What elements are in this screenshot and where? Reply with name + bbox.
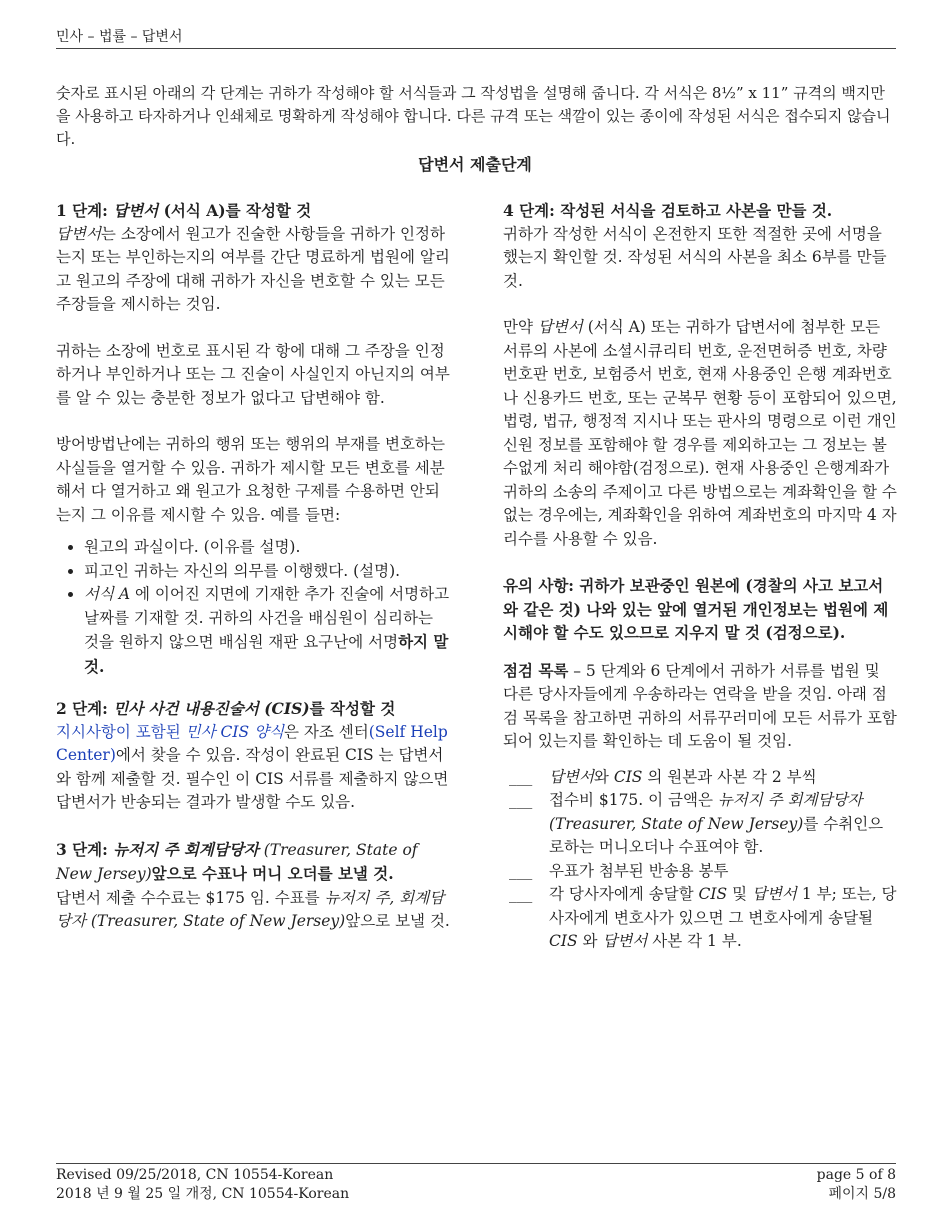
step-2-text-b: 에서 찾을 수 있음. 작성이 완료된 CIS 는 답변서와 함께 제출할 것. 필수인 이 CIS 서류를 제출하지 않으면 답변서가 반송되는 결과가 발생할 수도 있음. (56, 746, 449, 811)
step-2-paragraph (56, 721, 451, 815)
step-3-heading-text: 3 단계: (56, 839, 114, 859)
step-4-p2-c: (서식 A) 또는 귀하가 답변서에 첨부한 모든 서류의 사본에 소셜시큐리티 번호, 운전면허증 번호, 차량번호판 번호, 보험증서 번호, 현재 사용중인 은행 계좌번호나 신용카드 번호, 또는 군복무 현황 등이 포함되어 있으면, 법령, 법규, 행정적 지시나 또는 판사의 명령으로 이런 개인 신원 정보를 포함해야 할 경우를 제외하고는 그 정보는 볼 수없게 처리 해야함(검정으로). 현재 사용중인 은행계좌가 귀하의 소송의 주제이고 다른 방법으로는 계좌확인을 할 수 없는 경우에는, 계좌확인을 위하여 계좌번호의 마지막 4 자리수를 사용할 수 있음. (503, 318, 897, 548)
step-2-text-a: 은 자조 센터 (284, 722, 369, 741)
step-1-heading (56, 199, 451, 223)
caution-note: 유의 사항: 귀하가 보관중인 원본에 (경찰의 사고 보고서와 같은 것) 나와 있는 앞에 열거된 개인정보는 법원에 제시해야 할 수도 있으므로 지우지 말 것 (검정으로). (503, 576, 889, 642)
step-4-paragraph-2 (503, 316, 898, 551)
step-3-heading-payee: 뉴저지 주 회계담당자 (113, 839, 259, 859)
footer-revised-en: Revised 09/25/2018, CN 10554-Korean (56, 1167, 334, 1183)
check-blank: ___ (509, 767, 533, 786)
step-3-paragraph (56, 887, 451, 934)
header-title: 민사 – 법률 – 답변서 (56, 29, 183, 45)
item-1-cis: CIS (613, 767, 643, 786)
answer-term: 답변서 (537, 318, 583, 336)
checklist-item-4 (503, 883, 898, 954)
step-4-p2-a: 만약 (503, 318, 538, 336)
item-4-answer: 답변서 (751, 885, 797, 903)
checklist-item-2 (503, 789, 898, 860)
list-item: • 원고의 과실이다. (이유를 설명). (84, 536, 451, 560)
item-2-payee: 뉴저지 주 회계담당자 (Treasurer, State of New Jersey) (549, 791, 863, 833)
step-3-text-a: 답변서 제출 수수료는 $175 임. 수표를 (56, 888, 325, 907)
footer-revised-ko: 2018 년 9 월 25 일 개정, CN 10554-Korean (56, 1186, 350, 1202)
item-4-cis: CIS (698, 885, 728, 903)
step-4-section (503, 199, 898, 293)
step-2-heading (56, 697, 451, 721)
defense-examples-list (56, 536, 451, 679)
list-item (84, 583, 451, 679)
checklist-intro (503, 659, 898, 754)
step-1-section (56, 199, 451, 317)
item-4-a: 각 당사자에게 송달할 (549, 885, 699, 903)
check-blank: ___ (509, 885, 533, 903)
step-4-paragraph-1: 귀하가 작성한 서식이 온전한지 또한 적절한 곳에 서명을 했는지 확인할 것. 작성된 서식의 사본을 최소 6부를 만들 것. (503, 224, 887, 290)
item-4-cis-2: CIS (549, 932, 578, 950)
item-2-text-c: 를 수취인으로하는 머니오더나 수표여야 함. (549, 814, 884, 856)
bullet-3-emphasis: 하지 말 것. (84, 632, 449, 676)
step-4-heading: 4 단계: 작성된 서식을 검토하고 사본을 만들 것. (503, 201, 833, 220)
self-help-center-link[interactable]: (Self Help Center) (56, 722, 448, 764)
step-3-text-c: 앞으로 보낼 것. (345, 912, 450, 930)
item-4-g: 와 (577, 932, 603, 950)
bullet-3-text: 에 이어진 지면에 기재한 추가 진술에 서명하고 날짜를 기재할 것. 귀하의 사건을 배심원이 심리하는 것을 원하지 않으면 배심원 재판 요구난에 서명 (84, 585, 450, 651)
item-4-answer-2: 답변서 (602, 932, 648, 950)
step-3-heading (56, 838, 451, 887)
instructions-link[interactable]: 지시사항이 포함된 (56, 722, 186, 741)
check-blank: ___ (509, 861, 533, 880)
checklist-item-1 (503, 766, 898, 790)
checklist-label: 점검 목록 (503, 660, 569, 680)
step-3-payee: 뉴저지 주, 회계담당자 (Treasurer, State of New Jersey) (56, 888, 445, 930)
item-1-text-b: 와 (593, 767, 614, 786)
step-1-heading-text: 1 단계: (56, 201, 114, 220)
step-2-heading-form: 민사 사건 내용진술서 (CIS) (113, 699, 310, 718)
item-4-i: 사본 각 1 부. (647, 932, 742, 950)
step-1-paragraph-2: 귀하는 소장에 번호로 표시된 각 항에 대해 그 주장을 인정하거나 부인하거나 또는 그 진술이 사실인지 아닌지의 여부를 알 수 있는 충분한 정보가 없다고 답변해야 함. (56, 341, 450, 407)
item-3-text: 우표가 첨부된 반송용 봉투 (549, 861, 729, 880)
intro-paragraph: 숫자로 표시된 아래의 각 단계는 귀하가 작성해야 할 서식들과 그 작성법을 설명해 줍니다. 각 서식은 8½” x 11” 규격의 백지만을 사용하고 타자하거나 인쇄체로 명확하게 작성해야 합니다. 다른 규격 또는 색깔이 있는 종이에 작성된 서식은 접수되지 않습니다. (56, 84, 891, 148)
step-1-p1-text: 는 소장에서 원고가 진술한 사항들을 귀하가 인정하는지 또는 부인하는지의 여부를 간단 명료하게 법원에 알리고 원고의 주장에 대해 귀하가 자신을 변호할 수 있는 모든 주장들을 제시하는 것임. (56, 224, 450, 313)
page-footer (56, 1163, 896, 1204)
step-2-heading-rest: 를 작성할 것 (309, 699, 396, 718)
step-3-heading-rest: 앞으로 수표나 머니 오더를 보낼 것. (151, 864, 394, 883)
item-1-answer: 답변서 (549, 767, 594, 786)
step-1-paragraph-3: 방어방법난에는 귀하의 행위 또는 행위의 부재를 변호하는 사실들을 열거할 수 있음. 귀하가 제시할 모든 변호를 세분해서 다 열거하고 왜 원고가 요청한 구제를 수용하면 안되는지 그 이유를 제시할 수 있음. 예를 들면: (56, 435, 445, 524)
page-header (56, 26, 896, 49)
item-1-text-d: 의 원본과 사본 각 2 부씩 (642, 767, 817, 786)
item-2-text-a: 접수비 $175. 이 금액은 (549, 791, 718, 809)
step-2-heading-text: 2 단계: (56, 699, 114, 718)
check-blank: ___ (509, 791, 533, 809)
step-2-section (56, 697, 451, 815)
answer-term: 답변서 (56, 224, 101, 243)
page-title: 답변서 제출단계 (418, 155, 532, 174)
step-3-heading-english: (Treasurer, State of New Jersey) (56, 840, 418, 883)
left-column (56, 199, 451, 957)
page-number-en: page 5 of 8 (816, 1167, 896, 1183)
list-item: • 피고인 귀하는 자신의 의무를 이행했다. (설명). (84, 560, 451, 584)
civil-cis-form-link[interactable]: 민사 CIS 양식 (185, 722, 284, 741)
footer-page-number (817, 1166, 896, 1204)
step-1-heading-form: 답변서 (113, 201, 159, 220)
right-column (503, 199, 898, 954)
step-3-section (56, 838, 451, 934)
step-1-paragraph-1 (56, 223, 451, 317)
form-a-term: 서식 A (84, 585, 131, 603)
page-number-ko: 페이지 5/8 (828, 1186, 896, 1202)
checklist-item-3 (503, 860, 898, 884)
item-4-c: 및 (727, 885, 752, 903)
step-1-heading-rest: (서식 A)를 작성할 것 (158, 201, 312, 220)
checklist-text: – 5 단계와 6 단계에서 귀하가 서류를 법원 및 다른 당사자들에게 우송하라는 연락을 받을 것임. 아래 점검 목록을 참고하면 귀하의 서류꾸러미에 모든 서류가 포함되어 있는지를 확인하는 데 도움이 될 것임. (503, 661, 897, 750)
item-4-e: 1 부; 또는, 당사자에게 변호사가 있으면 그 변호사에게 송달될 (549, 885, 897, 927)
